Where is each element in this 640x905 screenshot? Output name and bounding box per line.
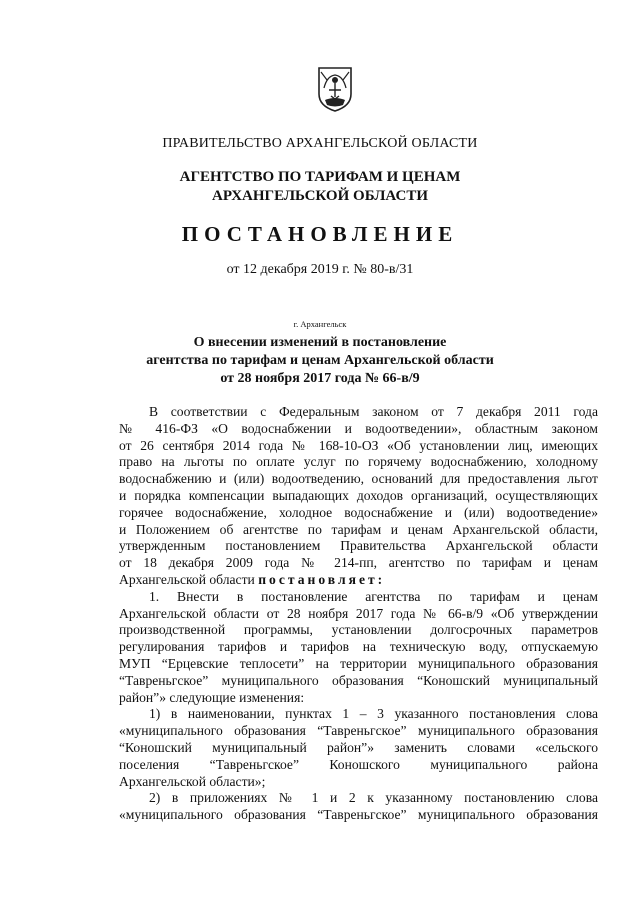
body-line: “Коношский муниципальный район”» заменить словами «сельского xyxy=(119,739,598,755)
heading-line1: О внесении изменений в постановление xyxy=(193,335,447,350)
body-line: МУП “Ерцевские теплосети” на территории муниципального образования xyxy=(119,655,598,671)
body-line: 1. Внести в постановление агентства по тарифам и ценам xyxy=(149,588,598,604)
body-line: поселения “Тавреньгское” Коношского муниципального района xyxy=(119,756,598,772)
body-line: регулирования тарифов и тарифов на техническую воду, отпускаемую xyxy=(119,639,598,655)
government-title: ПРАВИТЕЛЬСТВО АРХАНГЕЛЬСКОЙ ОБЛАСТИ xyxy=(162,136,478,151)
heading-line3: от 28 ноября 2017 года № 66-в/9 xyxy=(220,371,420,386)
body-text: Архангельской области xyxy=(119,571,259,587)
document-type: ПОСТАНОВЛЕНИЕ xyxy=(181,222,459,246)
body-line: район”» следующие изменения: xyxy=(119,689,305,705)
body-line xyxy=(119,572,598,589)
body-line: № 416-ФЗ «О водоснабжении и водоотведении», областным законом xyxy=(119,420,598,436)
body-line: Архангельской области от 28 ноября 2017 года № 66-в/9 «Об утверждении xyxy=(119,605,598,621)
body-line: “Тавреньгское” муниципального образования “Коношский муниципальный xyxy=(119,672,598,688)
document-city: г. Архангельск xyxy=(293,319,347,329)
agency-title xyxy=(0,168,640,206)
body-line: водоснабжению и (или) водоотведению, оснований для предоставления льгот xyxy=(119,471,598,487)
body-line: «муниципального образования “Тавреньгское” муниципального образования xyxy=(119,807,598,823)
body-line: от 18 декабря 2009 года № 214-пп, агентство по тарифам и ценам xyxy=(119,555,598,571)
body-line: В соответствии с Федеральным законом от 7 декабря 2011 года xyxy=(149,404,598,419)
document-body xyxy=(119,404,598,824)
body-line: «муниципального образования “Тавреньгское” муниципального образования xyxy=(119,723,598,739)
body-line: и Положением об агентстве по тарифам и ценам Архангельской области, xyxy=(119,521,598,537)
agency-title-line2: АРХАНГЕЛЬСКОЙ ОБЛАСТИ xyxy=(212,188,428,204)
document-heading xyxy=(0,334,640,388)
body-line: и порядка компенсации выпадающих доходов организаций, осуществляющих xyxy=(119,487,598,503)
body-line: Архангельской области»; xyxy=(119,773,266,789)
agency-title-line1: АГЕНТСТВО ПО ТАРИФАМ И ЦЕНАМ xyxy=(179,169,461,185)
body-line: от 26 сентября 2014 года № 168-10-ОЗ «Об установлении лиц, имеющих xyxy=(119,437,598,453)
coat-of-arms-emblem xyxy=(317,66,353,112)
body-line: производственной программы, установлении долгосрочных параметров xyxy=(119,622,598,638)
resolves-word: постановляет: xyxy=(258,571,386,587)
heading-line2: агентства по тарифам и ценам Архангельской области xyxy=(146,353,494,368)
body-line: 2) в приложениях № 1 и 2 к указанному постановлению слова xyxy=(149,790,598,806)
body-line: право на льготы по оплате услуг по горячему водоснабжению, холодному xyxy=(119,454,598,470)
body-line: горячее водоснабжение, холодное водоснабжение и (или) водоотведение» xyxy=(119,504,598,520)
body-line: утвержденным постановлением Правительства Архангельской области xyxy=(119,538,598,554)
document-date-number: от 12 декабря 2019 г. № 80-в/31 xyxy=(226,262,414,277)
body-line: 1) в наименовании, пунктах 1 – 3 указанного постановления слова xyxy=(149,706,598,722)
